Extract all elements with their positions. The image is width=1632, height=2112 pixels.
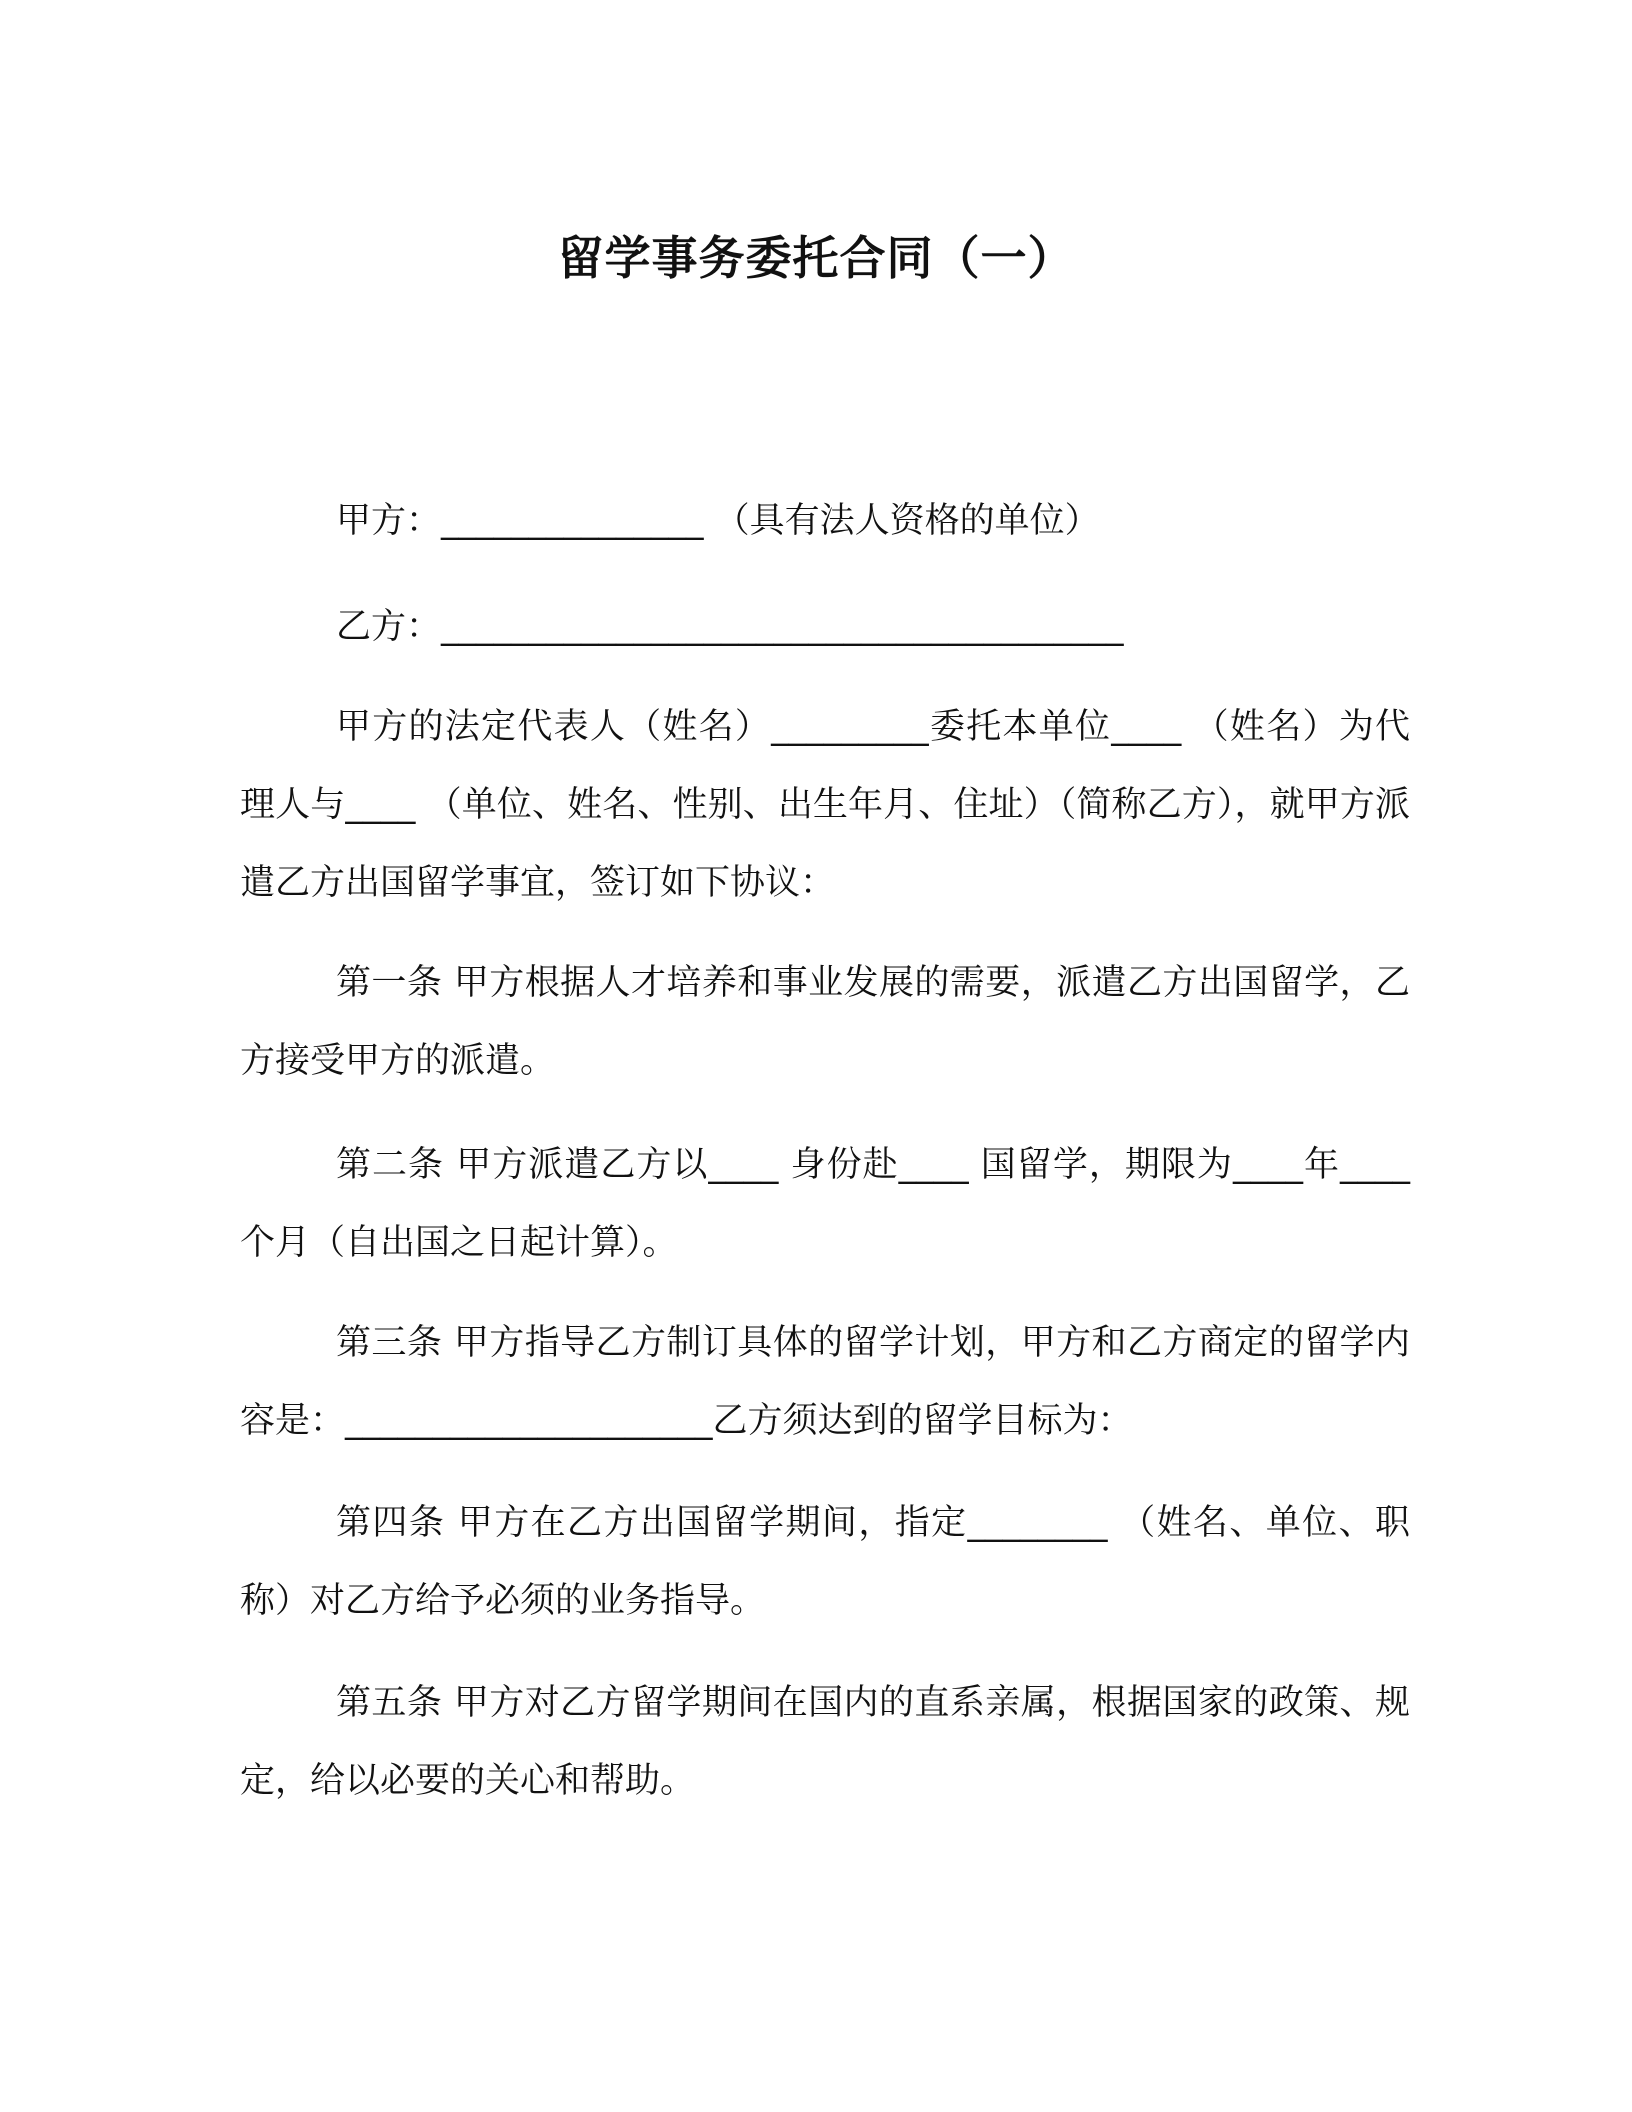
article-5: 第五条 甲方对乙方留学期间在国内的直系亲属，根据国家的政策、规定，给以必要的关心和帮助。	[240, 1683, 1410, 1801]
article-4: 第四条 甲方在乙方出国留学期间，指定________ （姓名、单位、职称）对乙方给予必须的业务指导。	[240, 1503, 1410, 1621]
party-a-line: 甲方：_______________ （具有法人资格的单位）	[336, 501, 1100, 541]
article-1: 第一条 甲方根据人才培养和事业发展的需要，派遣乙方出国留学，乙方接受甲方的派遣。	[240, 963, 1410, 1081]
party-b-line: 乙方：_______________________________________	[336, 607, 1124, 647]
article-2: 第二条 甲方派遣乙方以____ 身份赴____ 国留学，期限为____年____ 个月（自出国之日起计算）。	[240, 1145, 1410, 1263]
document-title: 留学事务委托合同（一）	[557, 231, 1075, 285]
article-3: 第三条 甲方指导乙方制订具体的留学计划，甲方和乙方商定的留学内容是：_____________________乙方须达到的留学目标为：	[240, 1323, 1410, 1441]
intro-paragraph: 甲方的法定代表人（姓名）_________委托本单位____ （姓名）为代理人与____ （单位、姓名、性别、出生年月、住址）（简称乙方），就甲方派遣乙方出国留学事宜，签订如下协议：	[240, 707, 1410, 903]
